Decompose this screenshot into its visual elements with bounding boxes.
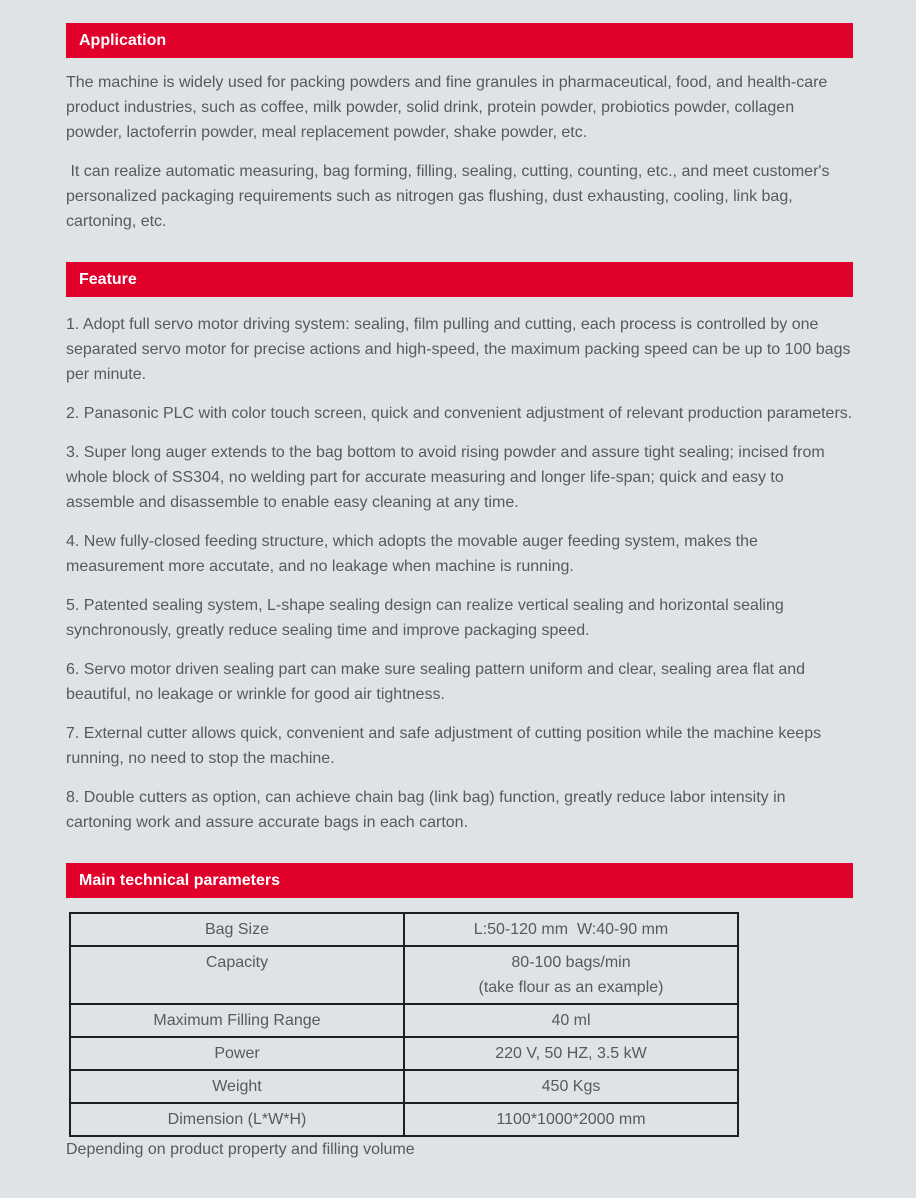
feature-item: 5. Patented sealing system, L-shape sealing design can realize vertical sealing and horizontal sealing synchronously, greatly reduce sealing time and improve packaging speed. (66, 597, 784, 639)
page-content (66, 23, 853, 1162)
param-label: Maximum Filling Range (70, 1004, 404, 1037)
table-row (70, 1103, 738, 1136)
application-paragraph: The machine is widely used for packing powders and fine granules in pharmaceutical, food, and health-care product industries, such as coffee, milk powder, solid drink, protein powder, probiotics powder, collagen powder, lactoferrin powder, meal replacement powder, shake powder, etc. (66, 74, 828, 141)
param-value-note: (take flour as an example) (478, 979, 664, 996)
table-row (70, 1004, 738, 1037)
feature-item: 8. Double cutters as option, can achieve chain bag (link bag) function, greatly reduce labor intensity in cartoning work and assure accurate bags in each carton. (66, 789, 786, 831)
param-value-text: 80-100 bags/min (511, 954, 631, 971)
application-section-title: Application (66, 23, 853, 58)
param-label: Bag Size (70, 913, 404, 946)
feature-item: 4. New fully-closed feeding structure, which adopts the movable auger feeding system, makes the measurement more accutate, and no leakage when machine is running. (66, 533, 758, 575)
feature-item: 3. Super long auger extends to the bag bottom to avoid rising powder and assure tight sealing; incised from whole block of SS304, no welding part for accurate measuring and longer life-span; quick and easy to assemble and disassemble to enable easy cleaning at any time. (66, 444, 825, 511)
feature-item: 2. Panasonic PLC with color touch screen, quick and convenient adjustment of relevant production parameters. (66, 405, 853, 422)
table-row (70, 946, 738, 1004)
application-paragraph: It can realize automatic measuring, bag forming, filling, sealing, cutting, counting, etc., and meet customer's personalized packaging requirements such as nitrogen gas flushing, dust exhausting, cooling, link bag, cartoning, etc. (66, 163, 834, 230)
param-value: 450 Kgs (404, 1070, 738, 1103)
param-value (404, 946, 738, 1004)
param-value (404, 913, 738, 946)
param-label: Weight (70, 1070, 404, 1103)
table-row (70, 1037, 738, 1070)
table-row (70, 1070, 738, 1103)
param-label: Dimension (L*W*H) (70, 1103, 404, 1136)
feature-item: 6. Servo motor driven sealing part can make sure sealing pattern uniform and clear, sealing area flat and beautiful, no leakage or wrinkle for good air tightness. (66, 661, 806, 703)
feature-section-title: Feature (66, 262, 853, 297)
param-value-text: L:50-120 mm W:40-90 mm (473, 921, 669, 938)
parameters-table (69, 912, 739, 1137)
param-label: Power (70, 1037, 404, 1070)
parameters-note: Depending on product property and filling volume (66, 1141, 415, 1158)
feature-item: 7. External cutter allows quick, convenient and safe adjustment of cutting position while the machine keeps running, no need to stop the machine. (66, 725, 822, 767)
table-row (70, 913, 738, 946)
feature-item: 1. Adopt full servo motor driving system: sealing, film pulling and cutting, each process is controlled by one separated servo motor for precise actions and high-speed, the maximum packing speed can be up to 100 bags per minute. (66, 316, 851, 383)
parameters-section-title: Main technical parameters (66, 863, 853, 898)
param-value: 220 V, 50 HZ, 3.5 kW (404, 1037, 738, 1070)
param-value: 40 ml (404, 1004, 738, 1037)
param-value: 1100*1000*2000 mm (404, 1103, 738, 1136)
param-label: Capacity (70, 946, 404, 1004)
